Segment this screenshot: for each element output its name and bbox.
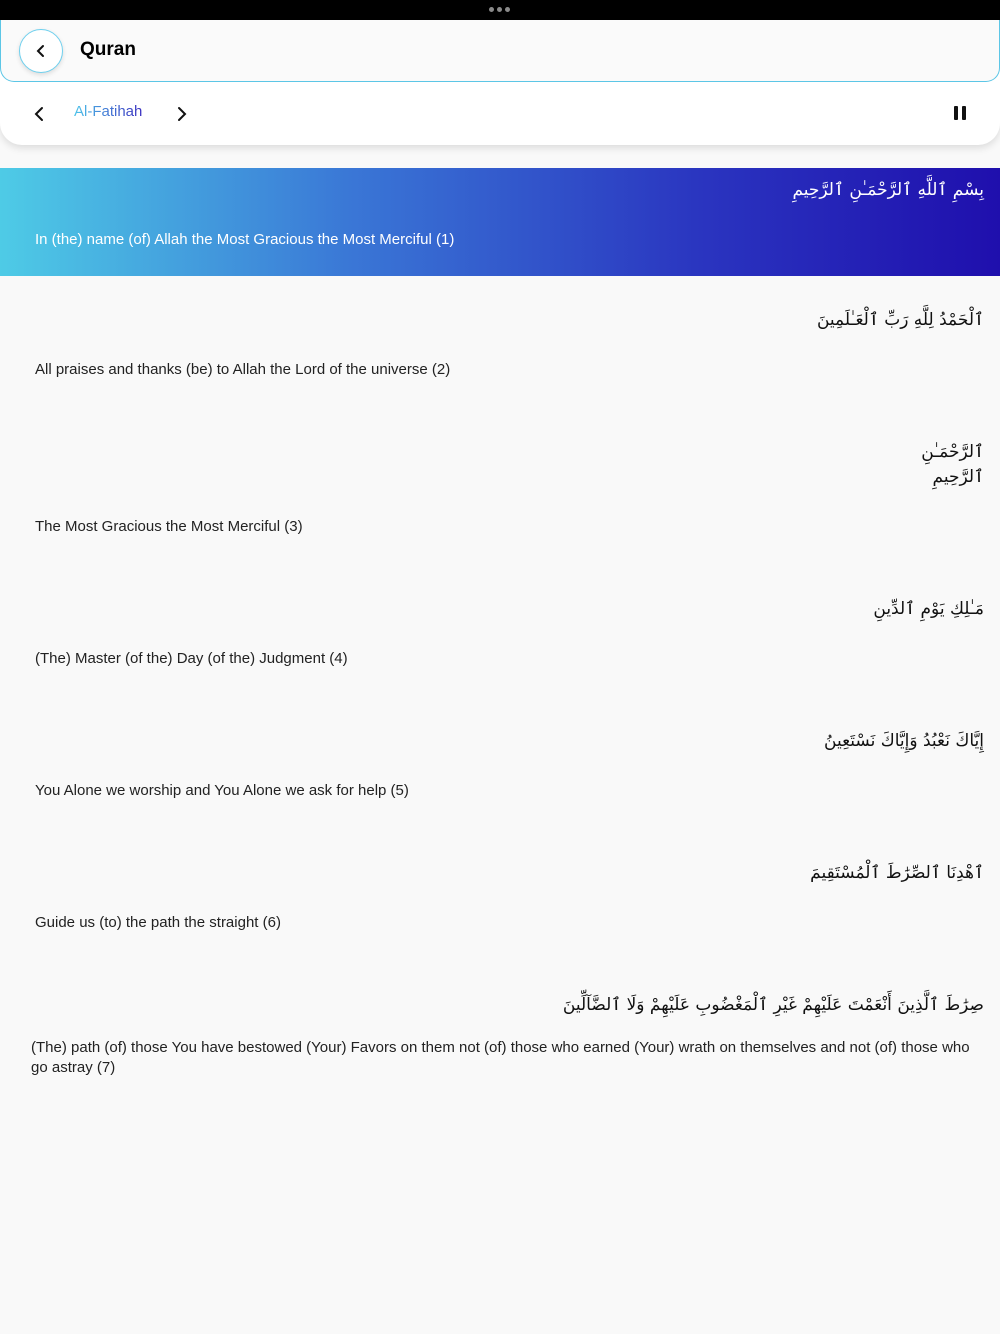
verse-translation: The Most Gracious the Most Merciful (3) xyxy=(35,518,303,535)
verse-arabic: مَـٰلِكِ يَوْمِ ٱلدِّينِ xyxy=(873,599,984,619)
verse-arabic: ٱهْدِنَا ٱلصِّرَٰطَ ٱلْمُسْتَقِيمَ xyxy=(810,863,984,883)
chevron-left-icon xyxy=(35,44,47,58)
verse-item[interactable] xyxy=(0,829,1000,961)
surah-navigator xyxy=(0,102,1000,142)
app-header xyxy=(0,20,1000,82)
verse-arabic: بِسْمِ ٱللَّهِ ٱلرَّحْمَـٰنِ ٱلرَّحِيمِ xyxy=(792,180,984,200)
verse-translation: (The) Master (of the) Day (of the) Judgment (4) xyxy=(35,650,348,667)
pause-icon xyxy=(954,106,958,120)
verse-item[interactable] xyxy=(0,276,1000,408)
verse-arabic: ٱلرَّحْمَـٰنِ ٱلرَّحِيمِ xyxy=(921,442,984,487)
back-button[interactable] xyxy=(19,29,63,73)
verse-translation: You Alone we worship and You Alone we ask for help (5) xyxy=(35,782,409,799)
next-surah-button[interactable] xyxy=(176,106,188,122)
verse-item[interactable] xyxy=(0,961,1000,1106)
verse-arabic: ٱلْحَمْدُ لِلَّهِ رَبِّ ٱلْعَـٰلَمِينَ xyxy=(816,310,984,330)
verse-translation: In (the) name (of) Allah the Most Gracious the Most Merciful (1) xyxy=(35,231,455,248)
verse-list[interactable] xyxy=(0,168,1000,1106)
verse-item[interactable] xyxy=(0,408,1000,565)
status-bar xyxy=(0,0,1000,20)
surah-name: Al-Fatihah xyxy=(74,103,143,120)
verse-item-active[interactable] xyxy=(0,168,1000,276)
verse-item[interactable] xyxy=(0,697,1000,829)
verse-translation: (The) path (of) those You have bestowed (Your) Favors on them not (of) those who earned (Your) wrath on themselves and not (of) those who go astray (7) xyxy=(31,1039,970,1076)
top-card xyxy=(0,20,1000,145)
verse-translation: Guide us (to) the path the straight (6) xyxy=(35,914,281,931)
pause-button[interactable] xyxy=(954,106,966,120)
verse-translation: All praises and thanks (be) to Allah the Lord of the universe (2) xyxy=(35,361,451,378)
verse-arabic: إِيَّاكَ نَعْبُدُ وَإِيَّاكَ نَسْتَعِينُ xyxy=(824,731,984,751)
page-title: Quran xyxy=(80,39,136,60)
verse-arabic: صِرَٰطَ ٱلَّذِينَ أَنْعَمْتَ عَلَيْهِمْ غَيْرِ ٱلْمَغْضُوبِ عَلَيْهِمْ وَلَا ٱلضَّآلِّينَ xyxy=(562,995,984,1015)
more-dots-icon[interactable] xyxy=(489,7,510,12)
verse-item[interactable] xyxy=(0,565,1000,697)
previous-surah-button[interactable] xyxy=(33,106,45,122)
